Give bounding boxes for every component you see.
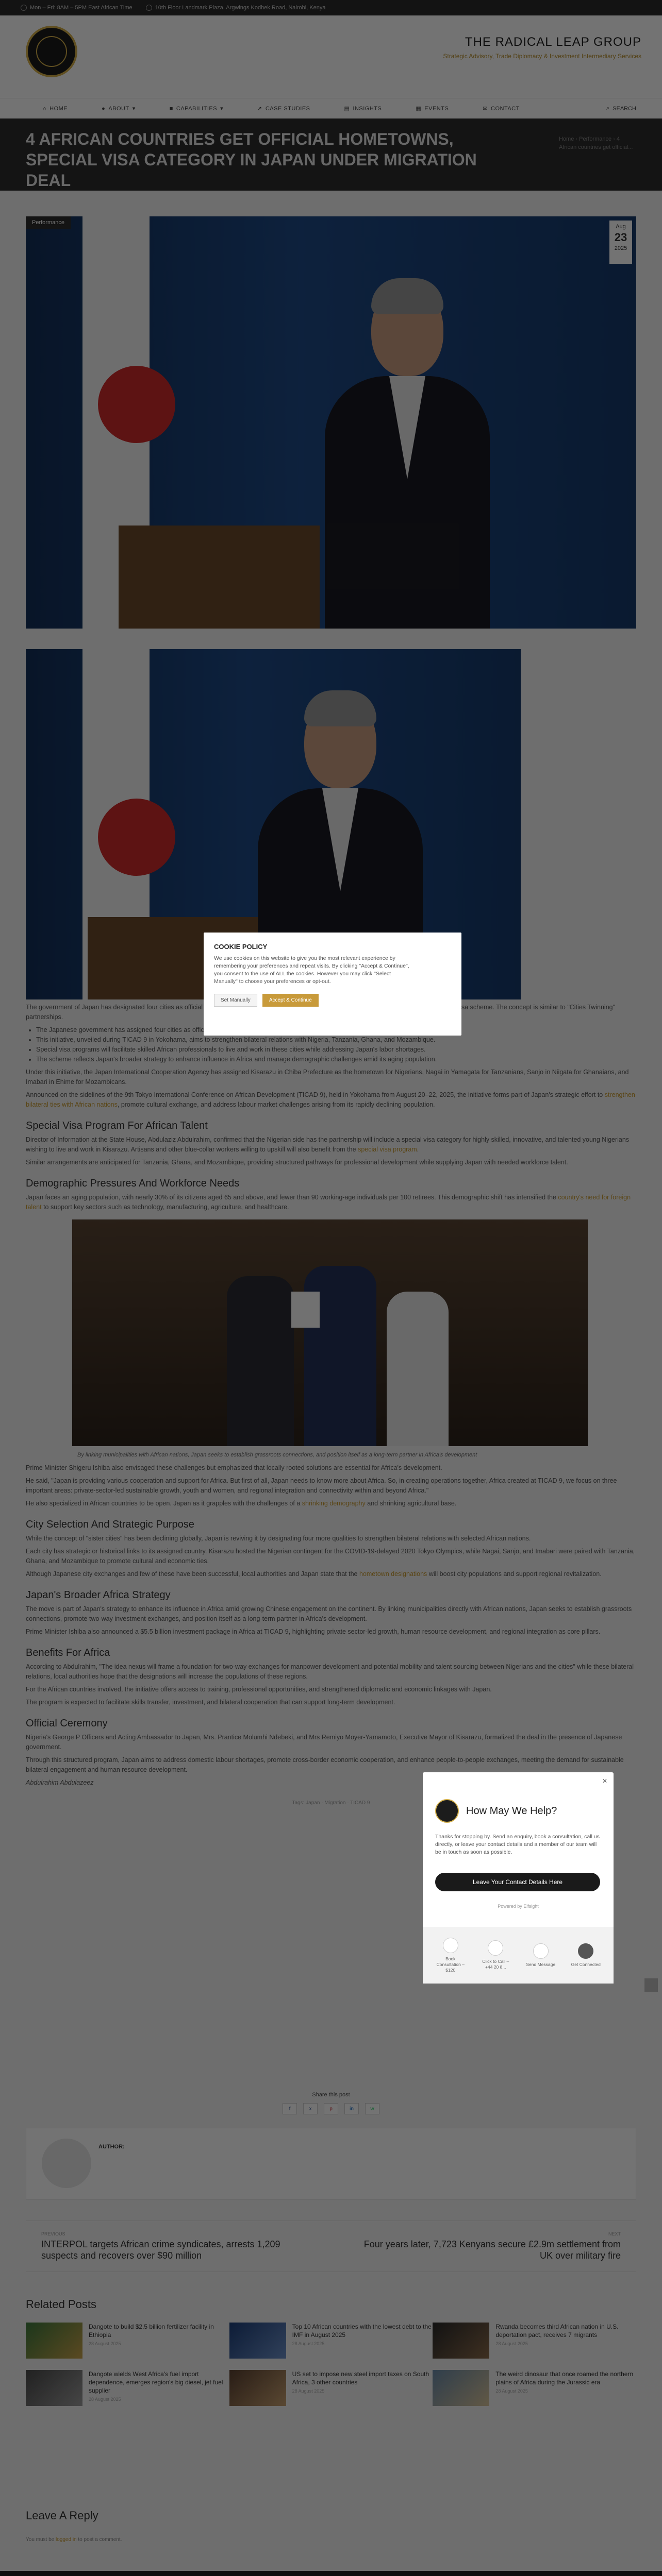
- phone-icon: [488, 1940, 503, 1956]
- chat-options: [423, 1927, 614, 1984]
- cookie-accept-button[interactable]: Accept & Continue: [262, 994, 319, 1007]
- option-label: Send Message: [526, 1961, 556, 1967]
- chat-message: Thanks for stopping by. Send an enquiry, book a consultation, call us directly, or leave your contact details and a member of our team will be in touch as soon as possible.: [435, 1834, 600, 1855]
- chat-header: [435, 1799, 557, 1823]
- contact-details-button[interactable]: Leave Your Contact Details Here: [435, 1873, 600, 1891]
- powered-by[interactable]: Powered by Elfsight: [498, 1904, 539, 1909]
- chat-avatar: [435, 1799, 459, 1823]
- close-icon[interactable]: ✕: [602, 1777, 607, 1785]
- cookie-buttons: [214, 994, 451, 1007]
- cookie-manual-button[interactable]: Set Manually: [214, 994, 257, 1007]
- chat-icon: [578, 1943, 593, 1959]
- option-label: Get Connected: [571, 1961, 601, 1967]
- chat-widget: [423, 1772, 614, 1984]
- calendar-icon: [443, 1938, 458, 1953]
- message-option[interactable]: [526, 1943, 556, 1968]
- option-label: Book Consultation – $120: [436, 1956, 465, 1973]
- call-option[interactable]: [481, 1940, 510, 1970]
- book-consultation-option[interactable]: [436, 1938, 466, 1973]
- cookie-title: COOKIE POLICY: [214, 943, 268, 951]
- connect-option[interactable]: [571, 1943, 601, 1968]
- chat-title: How May We Help?: [466, 1805, 557, 1817]
- cookie-text: We use cookies on this website to give you the most relevant experience by remembering your preferences and repeat visits. By clicking "Accept & Continue", you consent to the use of ALL the cookies. However you may click "Select Manually" to choose your preferences or opt-out.: [214, 955, 409, 985]
- scroll-to-top-button[interactable]: [644, 1978, 658, 1992]
- option-label: Click to Call – +44 20 8...: [482, 1959, 509, 1970]
- cookie-dialog: [204, 933, 461, 1036]
- message-icon: [533, 1943, 549, 1959]
